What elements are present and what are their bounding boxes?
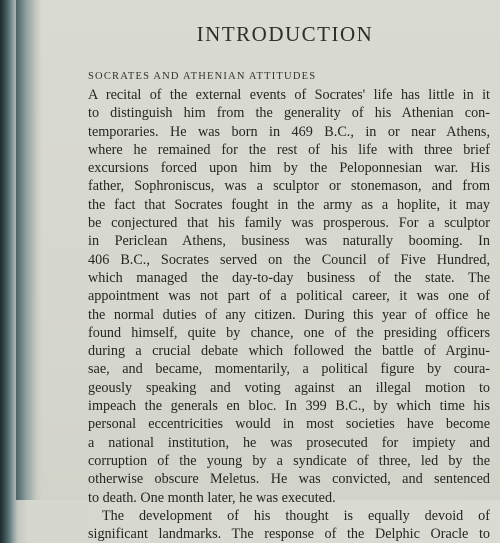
text-line: otherwise obscure Meletus. He was convicted, and sentenced <box>88 471 490 488</box>
text-line: to death. One month later, he was executed. <box>88 489 336 506</box>
text-line: father, Sophroniscus, was a sculptor or stonemason, and from <box>88 178 490 195</box>
text-line: found himself, quite by chance, one of the presiding officers <box>88 324 490 341</box>
text-line: excursions forced upon him by the Peloponnesian war. His <box>88 160 490 177</box>
body-text <box>88 86 490 543</box>
text-line: the normal duties of any citizen. During this year of office he <box>88 306 490 323</box>
book-page <box>16 0 500 543</box>
text-line: 406 B.C., Socrates served on the Council of Five Hundred, <box>88 251 490 268</box>
text-line: The development of his thought is equally devoid of <box>102 507 490 524</box>
page-heading: INTRODUCTION <box>196 22 374 46</box>
text-line: where he remained for the rest of his life with three brief <box>88 141 490 158</box>
text-line: appointment was not part of a political career, it was one of <box>88 288 490 305</box>
text-line: during a crucial debate which followed the battle of Arginu- <box>88 343 490 360</box>
text-line: which managed the day-to-day business of the state. The <box>88 269 490 286</box>
text-line: be conjectured that his family was prosperous. For a sculptor <box>88 215 490 232</box>
text-line: significant landmarks. The response of the Delphic Oracle to <box>88 526 490 543</box>
text-line: geously speaking and voting against an illegal motion to <box>88 379 490 396</box>
text-line: in Periclean Athens, business was naturally booming. In <box>88 233 490 250</box>
text-line: personal eccentricities would in most societies have become <box>88 416 490 433</box>
text-line: to distinguish him from the generality of his Athenian con- <box>88 105 490 122</box>
book-gutter <box>16 0 42 500</box>
section-title: SOCRATES AND ATHENIAN ATTITUDES <box>88 71 317 82</box>
text-line: impeach the generals en bloc. In 399 B.C., by which time his <box>88 398 490 415</box>
text-line: sae, and became, momentarily, a political figure by coura- <box>88 361 490 378</box>
text-line: temporaries. He was born in 469 B.C., in or near Athens, <box>88 123 490 140</box>
text-line: A recital of the external events of Socrates' life has little in it <box>88 87 490 103</box>
text-line: the fact that Socrates fought in the army as a hoplite, it may <box>88 196 490 213</box>
text-line: corruption of the young by a syndicate of three, led by the <box>88 452 490 469</box>
text-line: a national institution, he was prosecuted for impiety and <box>88 434 490 451</box>
